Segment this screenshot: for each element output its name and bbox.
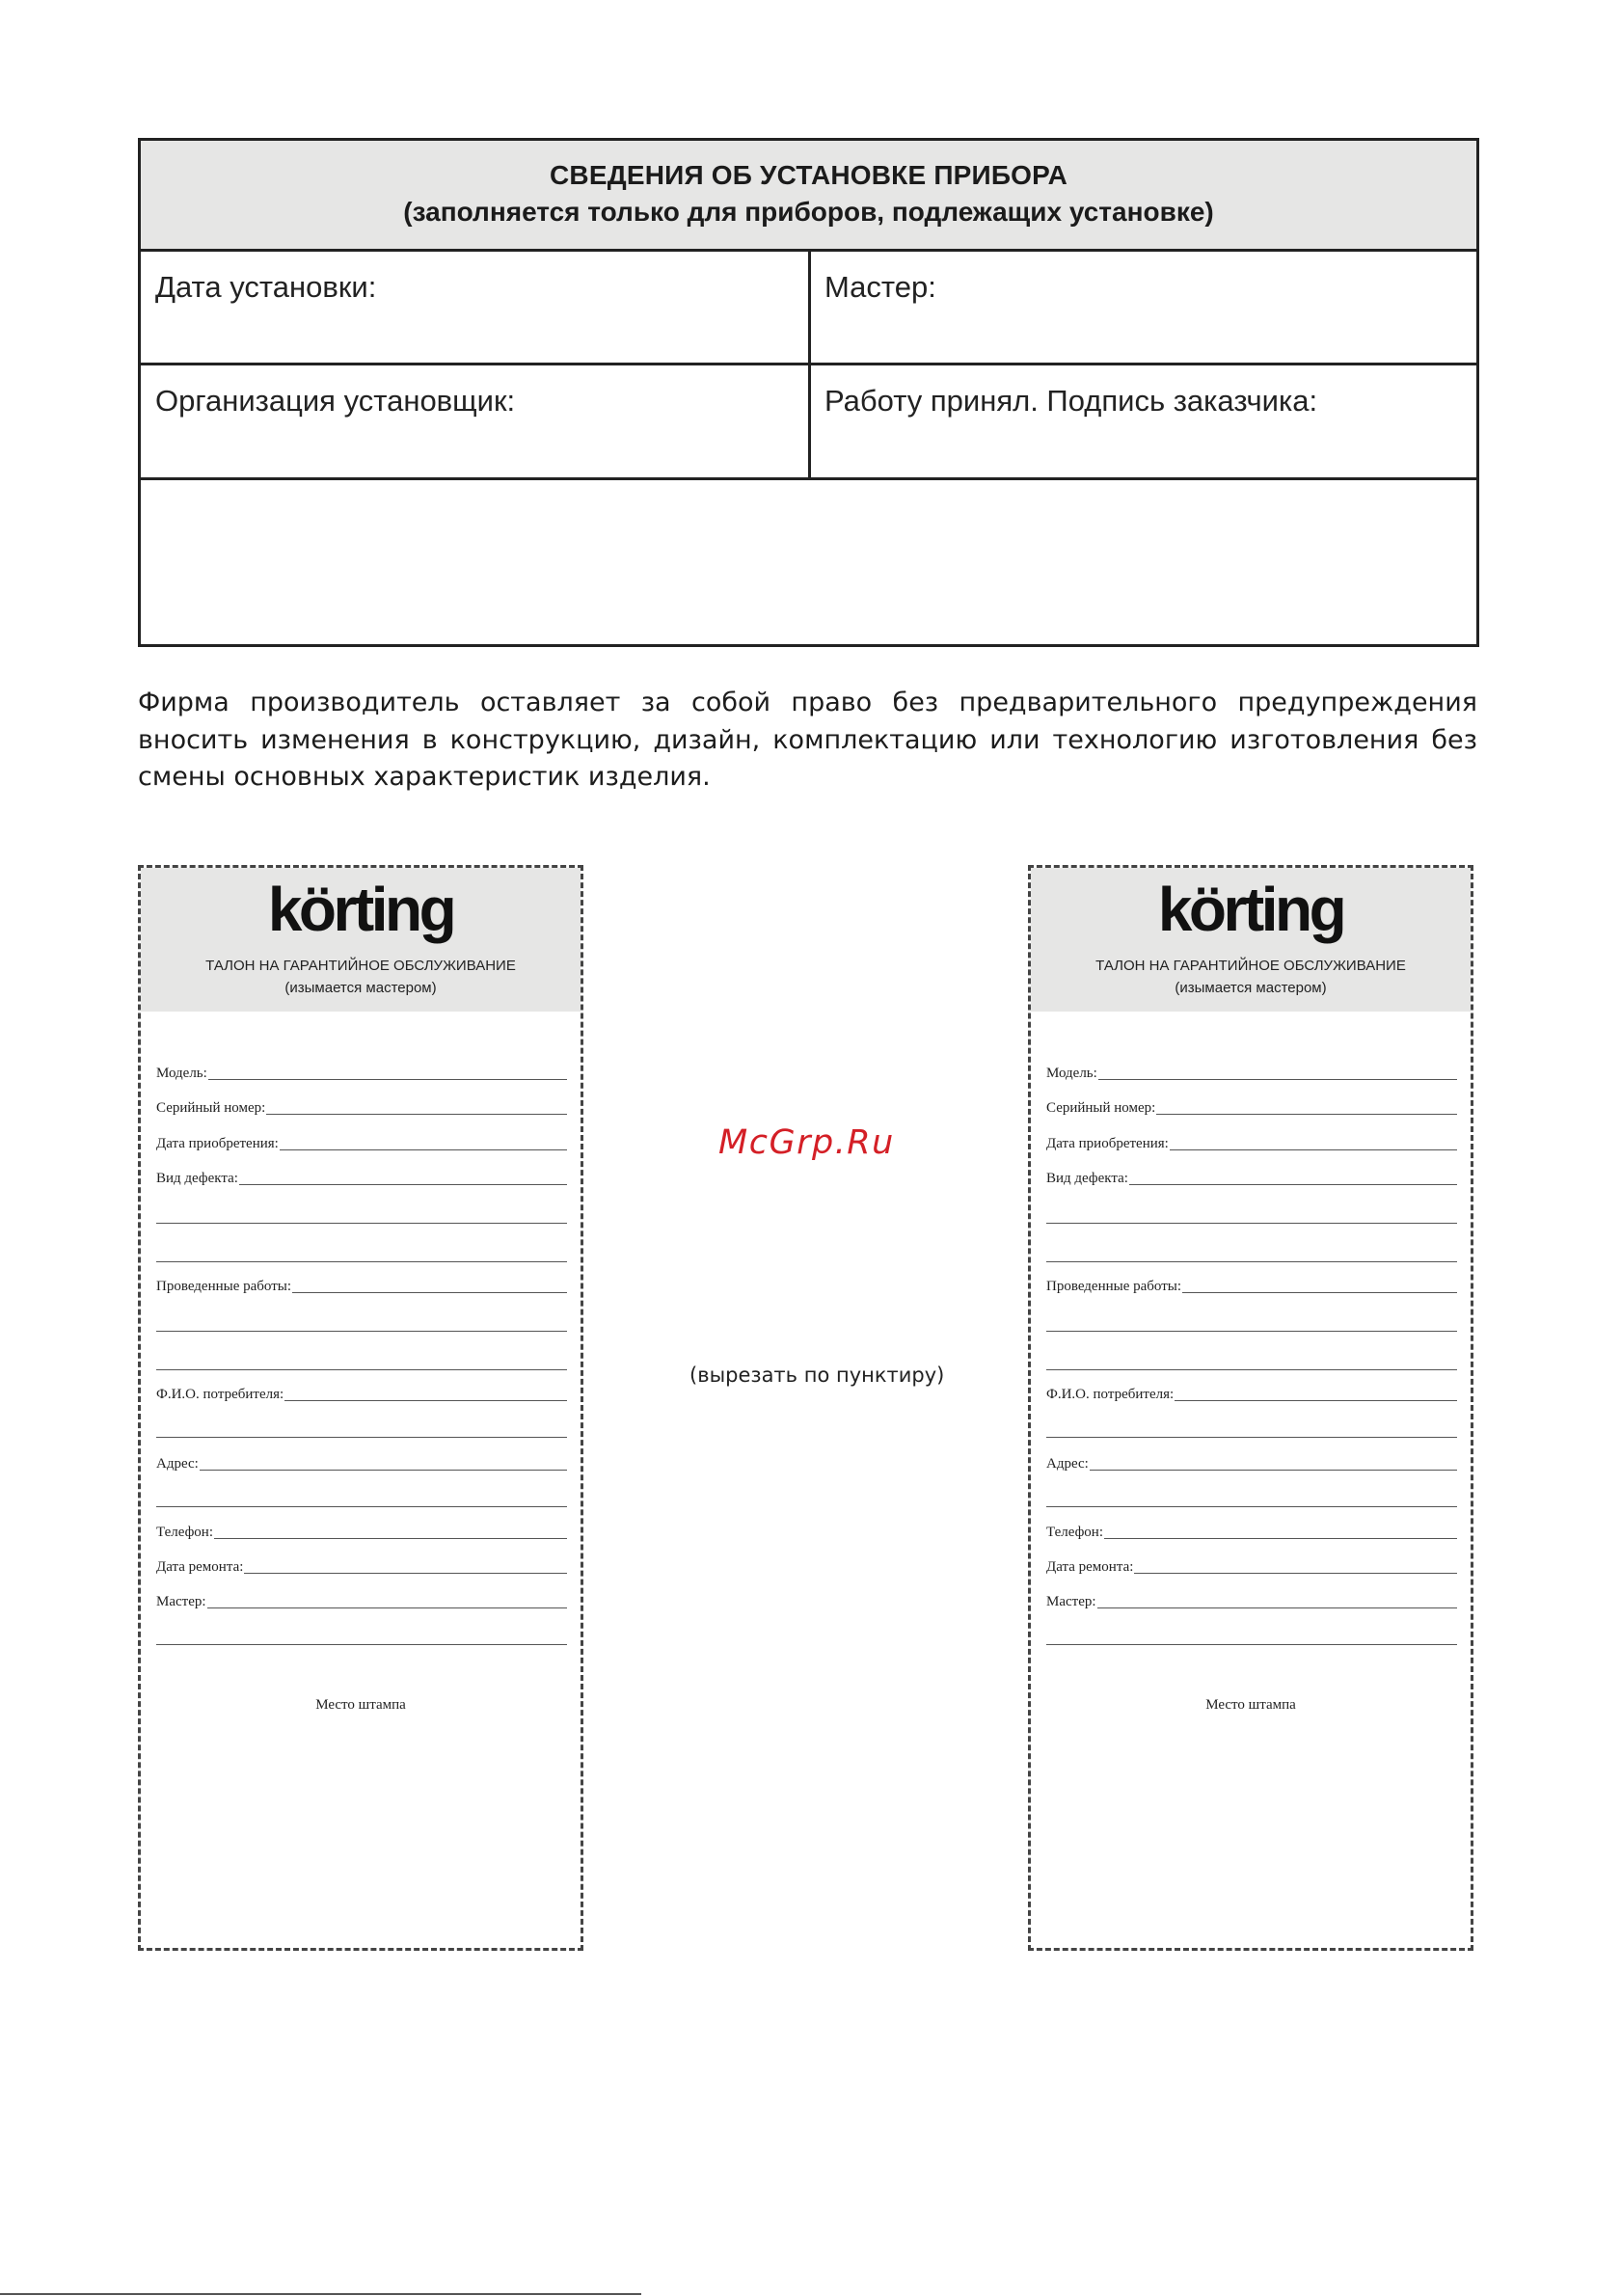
field-label: Проведенные работы: [156,1278,292,1294]
field-line [1104,1537,1457,1539]
coupon-title: ТАЛОН НА ГАРАНТИЙНОЕ ОБСЛУЖИВАНИЕ [205,958,516,974]
address-field[interactable] [156,1440,567,1472]
field-line [1046,1368,1457,1370]
field-label: Проведенные работы: [1046,1278,1182,1294]
warranty-coupon-right [1028,865,1473,1951]
installation-table-header [141,141,1476,252]
field-line [1097,1607,1457,1608]
field-label: Серийный номер: [156,1100,266,1117]
field-label: Дата приобретения: [156,1135,279,1151]
master-field[interactable]: Мастер: [824,270,936,304]
consumer-name-field[interactable] [156,1372,567,1403]
model-field[interactable] [156,1047,567,1082]
blank-line-field[interactable] [1046,1334,1457,1372]
field-line [280,1148,567,1150]
field-label: Дата ремонта: [156,1558,244,1575]
model-field[interactable] [1046,1047,1457,1082]
serial-number-field[interactable] [156,1082,567,1117]
coupon-subtitle: (изымается мастером) [1175,980,1327,996]
manufacturer-notice: Фирма производитель оставляет за собой право без предварительного предупреждения вносить изменения в конструкцию, дизайн, комплектацию или технологию изготовления без смены основных характеристик изделия. [138,688,1477,792]
field-label: Адрес: [156,1455,199,1472]
field-label: Мастер: [1046,1594,1096,1610]
coupon-subtitle: (изымается мастером) [284,980,437,996]
blank-line-field[interactable] [1046,1295,1457,1334]
purchase-date-field[interactable] [1046,1117,1457,1151]
stamp-area[interactable] [141,480,1476,644]
blank-line-field[interactable] [1046,1610,1457,1647]
install-date-field[interactable]: Дата установки: [155,270,377,304]
field-line [208,1078,567,1080]
blank-line-field[interactable] [156,1187,567,1226]
blank-line-field[interactable] [156,1472,567,1509]
warranty-coupon-left [138,865,583,1951]
field-line [239,1183,567,1185]
address-field[interactable] [1046,1440,1457,1472]
field-label: Телефон: [156,1524,213,1540]
consumer-name-field[interactable] [1046,1372,1457,1403]
phone-field[interactable] [1046,1509,1457,1541]
installation-table-title: СВЕДЕНИЯ ОБ УСТАНОВКЕ ПРИБОРА [549,160,1067,190]
defect-field[interactable] [156,1152,567,1187]
blank-line-field[interactable] [1046,1187,1457,1226]
field-line [1046,1643,1457,1645]
watermark: McGrp.Ru [718,1123,895,1162]
purchase-date-field[interactable] [156,1117,567,1151]
field-label: Модель: [156,1066,207,1082]
field-label: Адрес: [1046,1455,1089,1472]
coupon-fields [156,1047,567,1647]
blank-line-field[interactable] [156,1610,567,1647]
coupon-title: ТАЛОН НА ГАРАНТИЙНОЕ ОБСЛУЖИВАНИЕ [1095,958,1406,974]
field-line [1182,1291,1457,1293]
blank-line-field[interactable] [1046,1403,1457,1440]
field-line [214,1537,567,1539]
stamp-place-label: Место штампа [1205,1697,1296,1713]
field-line [156,1368,567,1370]
field-line [156,1260,567,1262]
field-line [156,1505,567,1507]
field-label: Дата приобретения: [1046,1135,1169,1151]
works-field[interactable] [156,1264,567,1295]
table-column-divider [808,249,811,480]
field-line [284,1399,567,1401]
defect-field[interactable] [1046,1152,1457,1187]
master-field[interactable] [1046,1576,1457,1610]
stamp-place-label: Место штампа [315,1697,406,1713]
field-label: Дата ремонта: [1046,1558,1134,1575]
repair-date-field[interactable] [1046,1541,1457,1576]
field-line [156,1330,567,1332]
field-label: Вид дефекта: [1046,1170,1128,1186]
coupon-header [141,868,581,1012]
blank-line-field[interactable] [156,1334,567,1372]
field-line [156,1222,567,1224]
field-line [200,1469,567,1471]
field-line [1129,1183,1457,1185]
phone-field[interactable] [156,1509,567,1541]
repair-date-field[interactable] [156,1541,567,1576]
customer-signature-field[interactable]: Работу принял. Подпись заказчика: [824,384,1318,418]
installer-organization-field[interactable]: Организация установщик: [155,384,516,418]
field-line [1134,1572,1457,1574]
field-label: Вид дефекта: [156,1170,238,1186]
field-line [1046,1222,1457,1224]
coupon-fields [1046,1047,1457,1647]
blank-line-field[interactable] [156,1295,567,1334]
installation-info-table [138,138,1479,647]
field-line [156,1436,567,1438]
field-label: Мастер: [156,1594,206,1610]
serial-number-field[interactable] [1046,1082,1457,1117]
installation-table-subtitle: (заполняется только для приборов, подлежащих установке) [403,197,1214,227]
field-label: Ф.И.О. потребителя: [156,1386,284,1402]
field-line [1170,1148,1457,1150]
field-label: Серийный номер: [1046,1100,1156,1117]
coupon-header [1031,868,1471,1012]
field-label: Телефон: [1046,1524,1103,1540]
brand-logo: körting [1157,875,1344,944]
blank-line-field[interactable] [1046,1226,1457,1264]
field-line [1046,1436,1457,1438]
field-line [207,1607,567,1608]
field-line [266,1113,567,1115]
field-line [292,1291,567,1293]
field-line [1098,1078,1457,1080]
field-line [1175,1399,1457,1401]
works-field[interactable] [1046,1264,1457,1295]
field-line [1156,1113,1457,1115]
field-line [156,1643,567,1645]
blank-line-field[interactable] [156,1403,567,1440]
master-field[interactable] [156,1576,567,1610]
field-label: Модель: [1046,1066,1097,1082]
field-label: Ф.И.О. потребителя: [1046,1386,1175,1402]
brand-logo: körting [267,875,454,944]
bottom-rule [0,2293,641,2295]
cut-instruction: (вырезать по пунктиру) [689,1364,945,1387]
field-line [1090,1469,1457,1471]
field-line [1046,1505,1457,1507]
blank-line-field[interactable] [1046,1472,1457,1509]
field-line [244,1572,567,1574]
field-line [1046,1330,1457,1332]
field-line [1046,1260,1457,1262]
blank-line-field[interactable] [156,1226,567,1264]
